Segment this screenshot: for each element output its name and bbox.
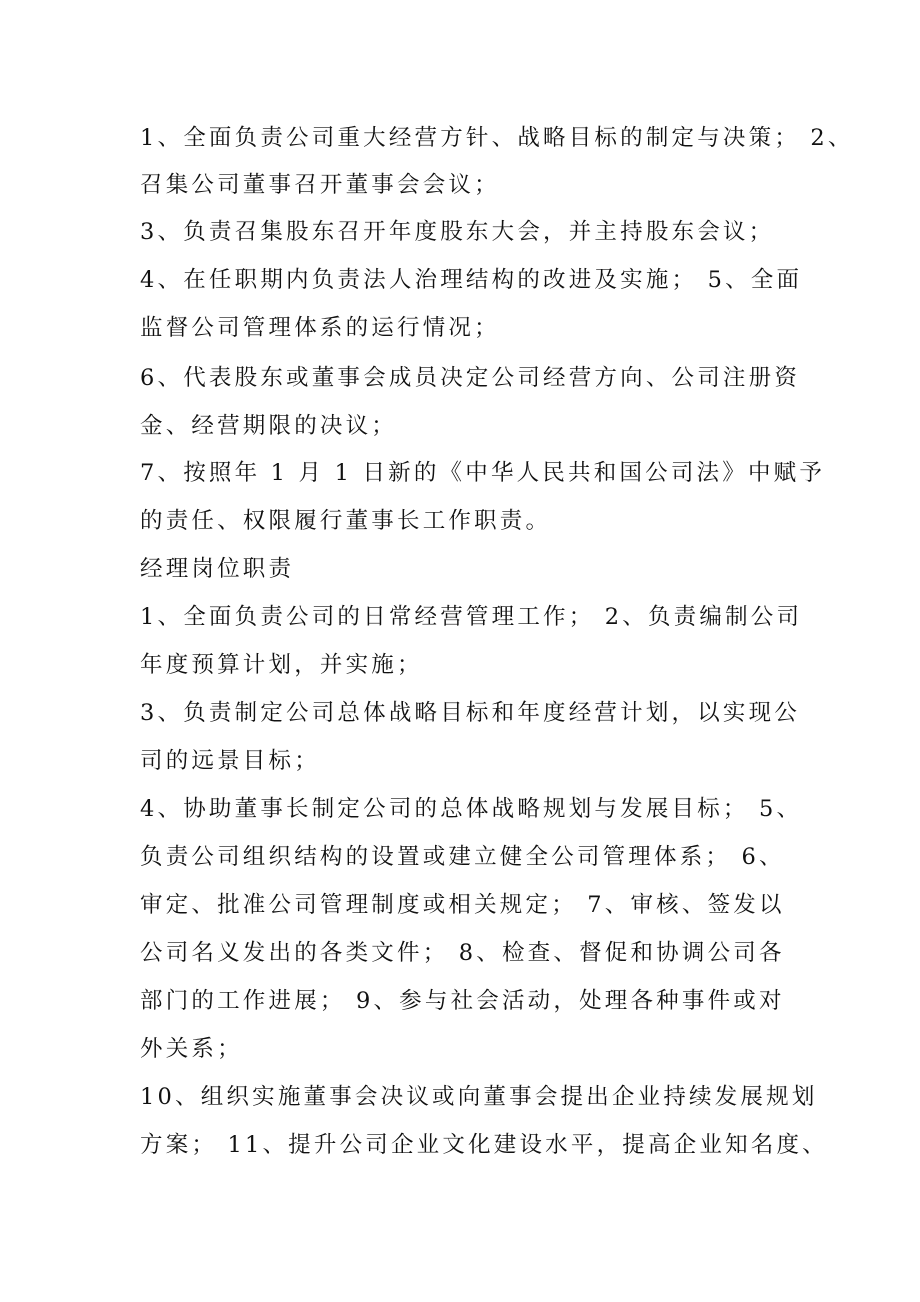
text-line: 6、代表股东或董事会成员决定公司经营方向、公司注册资 <box>140 365 801 391</box>
text-line: 1、全面负责公司重大经营方针、战略目标的制定与决策； 2、 <box>140 125 854 151</box>
text-line: 审定、批准公司管理制度或相关规定； 7、审核、签发以 <box>140 892 785 918</box>
text-line: 10、组织实施董事会决议或向董事会提出企业持续发展规划 <box>140 1084 818 1110</box>
text-line: 4、协助董事长制定公司的总体战略规划与发展目标； 5、 <box>140 796 803 822</box>
section-heading: 经理岗位职责 <box>140 556 295 582</box>
text-line: 的责任、权限履行董事长工作职责。 <box>140 508 552 534</box>
text-line: 司的远景目标； <box>140 748 320 774</box>
text-line: 3、负责召集股东召开年度股东大会，并主持股东会议； <box>140 219 775 245</box>
text-line: 部门的工作进展； 9、参与社会活动，处理各种事件或对 <box>140 988 785 1014</box>
text-line: 4、在任职期内负责法人治理结构的改进及实施； 5、全面 <box>140 267 803 293</box>
text-line: 负责公司组织结构的设置或建立健全公司管理体系； 6、 <box>140 844 785 870</box>
text-line: 方案； 11、提升公司企业文化建设水平，提高企业知名度、 <box>140 1132 828 1158</box>
text-line: 1、全面负责公司的日常经营管理工作； 2、负责编制公司 <box>140 604 803 630</box>
text-line: 公司名义发出的各类文件； 8、检查、督促和协调公司各 <box>140 940 785 966</box>
text-line: 外关系； <box>140 1036 243 1062</box>
text-line: 监督公司管理体系的运行情况； <box>140 315 500 341</box>
text-line: 3、负责制定公司总体战略目标和年度经营计划，以实现公 <box>140 700 801 726</box>
text-line: 7、按照年 1 月 1 日新的《中华人民共和国公司法》中赋予 <box>140 460 826 486</box>
text-line: 金、经营期限的决议； <box>140 413 398 439</box>
text-line: 召集公司董事召开董事会会议； <box>140 172 500 198</box>
text-line: 年度预算计划，并实施； <box>140 652 423 678</box>
